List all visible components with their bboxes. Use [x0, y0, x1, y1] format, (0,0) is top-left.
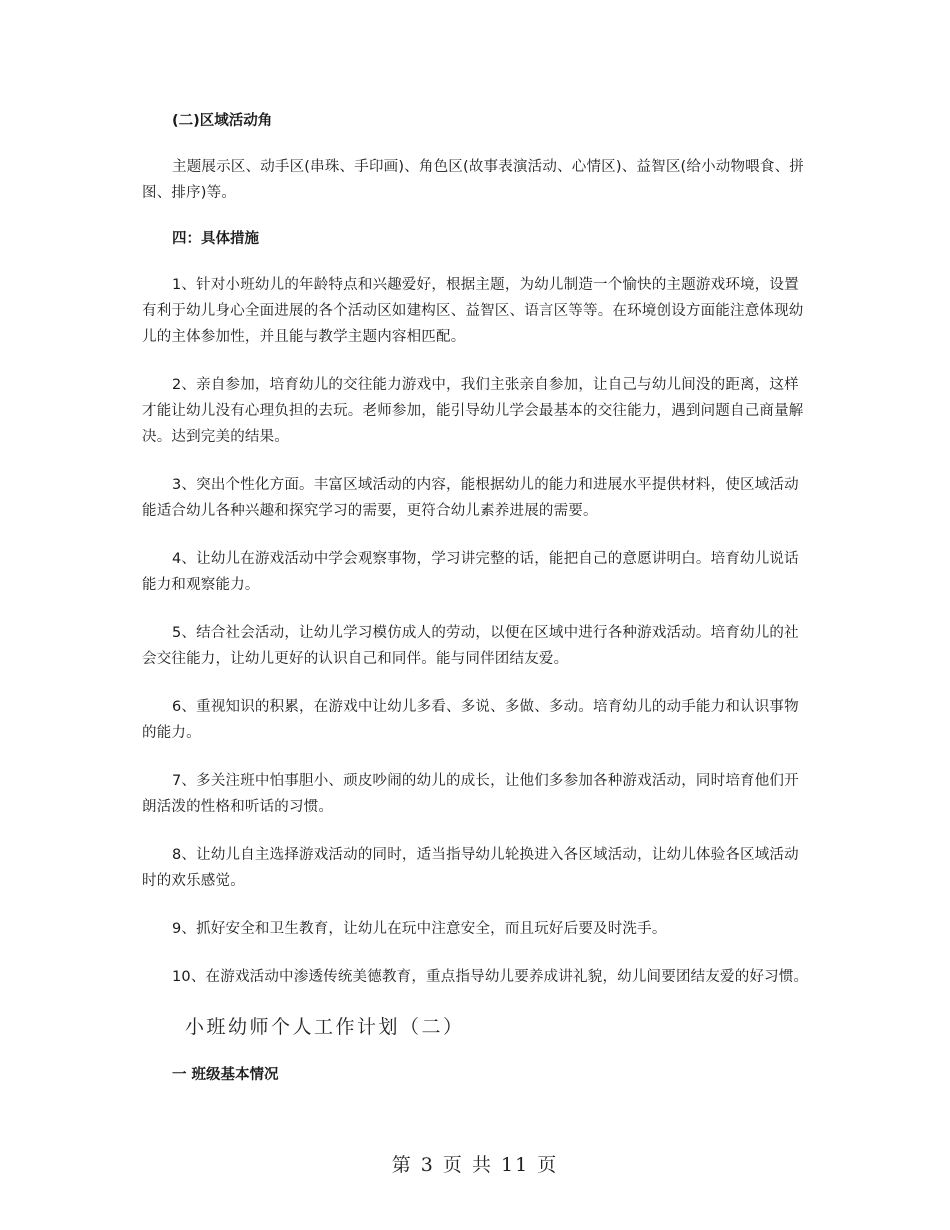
- class-heading: 一 班级基本情况: [172, 1067, 279, 1083]
- measure-item-3: 3、突出个性化方面。丰富区域活动的内容，能根据幼儿的能力和进展水平提供材料，使区域活动能适合幼儿各种兴趣和探究学习的需要，更符合幼儿素养进展的需要。: [142, 477, 799, 519]
- measure-item-5: 5、结合社会活动，让幼儿学习模仿成人的劳动，以便在区域中进行各种游戏活动。培育幼儿的社会交往能力，让幼儿更好的认识自己和同伴。能与同伴团结友爱。: [142, 625, 799, 667]
- section-heading: (二)区域活动角: [172, 113, 273, 129]
- page-number-footer: 第 3 页 共 11 页: [391, 1154, 559, 1176]
- measure-item-9: 9、抓好安全和卫生教育，让幼儿在玩中注意安全，而且玩好后要及时洗手。: [172, 921, 667, 937]
- document-body: [142, 108, 810, 1088]
- plan-title: 小班幼师个人工作计划（二）: [185, 1016, 465, 1038]
- measure-item-2: 2、亲自参加，培育幼儿的交往能力游戏中，我们主张亲自参加，让自己与幼儿间没的距离，这样才能让幼儿没有心理负担的去玩。老师参加，能引导幼儿学会最基本的交往能力，遇到问题自己商量解决。达到完美的结果。: [142, 377, 804, 445]
- measure-item-10: 10、在游戏活动中渗透传统美德教育，重点指导幼儿要养成讲礼貌，幼儿间要团结友爱的好习惯。: [172, 969, 809, 985]
- measure-item-6: 6、重视知识的积累，在游戏中让幼儿多看、多说、多做、多动。培育幼儿的动手能力和认识事物的能力。: [142, 699, 799, 741]
- measures-heading: 四：具体措施: [172, 231, 259, 247]
- measure-item-4: 4、让幼儿在游戏活动中学会观察事物，学习讲完整的话，能把自己的意愿讲明白。培育幼儿说话能力和观察能力。: [142, 551, 799, 593]
- measure-item-8: 8、让幼儿自主选择游戏活动的同时，适当指导幼儿轮换进入各区域活动，让幼儿体验各区域活动时的欢乐感觉。: [142, 847, 799, 889]
- section-paragraph: 主题展示区、动手区(串珠、手印画)、角色区(故事表演活动、心情区)、益智区(给小动物喂食、拼图、排序)等。: [142, 159, 804, 201]
- measure-item-7: 7、多关注班中怕事胆小、顽皮吵闹的幼儿的成长，让他们多参加各种游戏活动，同时培育他们开朗活泼的性格和听话的习惯。: [142, 773, 799, 815]
- measure-item-1: 1、针对小班幼儿的年龄特点和兴趣爱好，根据主题，为幼儿制造一个愉快的主题游戏环境，设置有利于幼儿身心全面进展的各个活动区如建构区、益智区、语言区等等。在环境创设方面能注意体现幼儿的主体参加性，并且能与教学主题内容相匹配。: [142, 277, 804, 345]
